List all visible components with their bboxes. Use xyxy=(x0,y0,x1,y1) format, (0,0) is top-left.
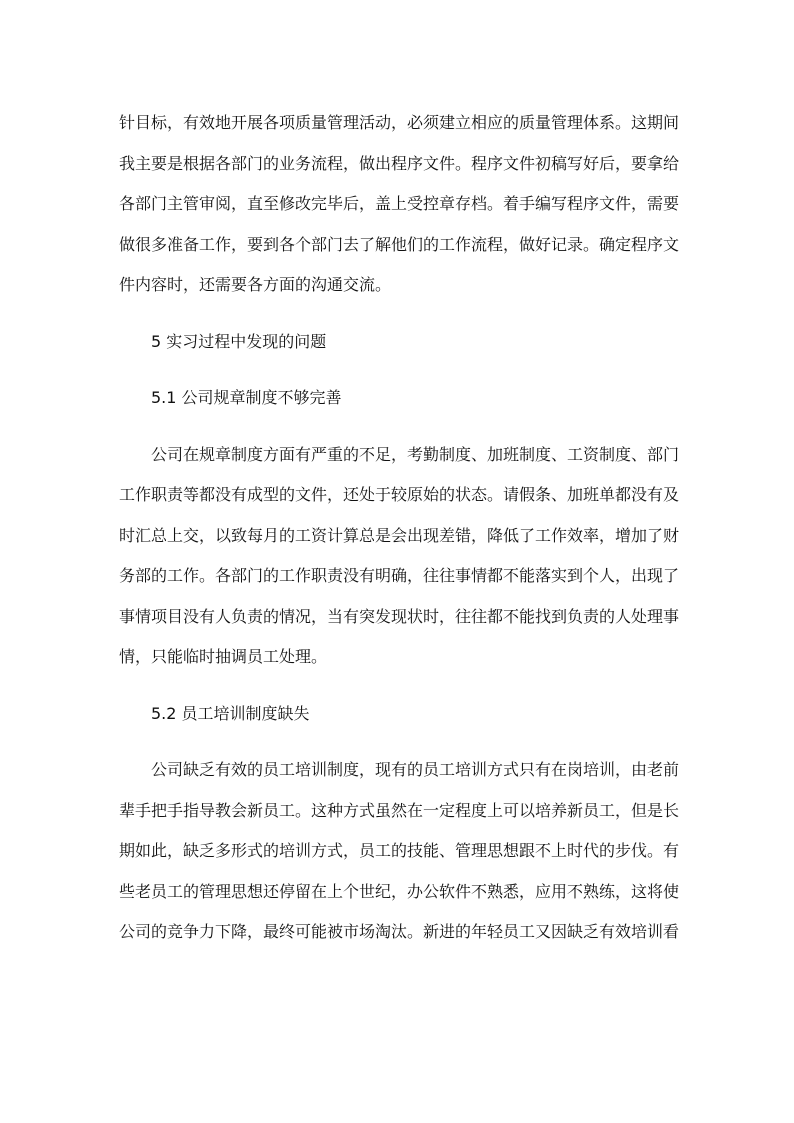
paragraph-gap xyxy=(119,362,679,378)
paragraph-gap xyxy=(119,734,679,750)
section-heading-5: 5 实习过程中发现的问题 xyxy=(151,331,327,351)
section-heading-5-2: 5.2 员工培训制度缺失 xyxy=(151,703,310,723)
document-body xyxy=(119,103,679,953)
paragraph-training: 公司缺乏有效的员工培训制度，现有的员工培训方式只有在岗培训，由老前辈手把手指导教会新员工。这种方式虽然在一定程度上可以培养新员工，但是长期如此，缺乏多形式的培训方式，员工的技能、管理思想跟不上时代的步伐。有些老员工的管理思想还停留在上个世纪，办公软件不熟悉，应用不熟练，这将使公司的竞争力下降，最终可能被市场淘汰。新进的年轻员工又因缺乏有效培训看 xyxy=(119,760,680,941)
paragraph-gap xyxy=(119,678,679,694)
paragraph-regulations: 公司在规章制度方面有严重的不足，考勤制度、加班制度、工资制度、部门工作职责等都没有成型的文件，还处于较原始的状态。请假条、加班单都没有及时汇总上交，以致每月的工资计算总是会出现差错，降低了工作效率，增加了财务部的工作。各部门的工作职责没有明确，往往事情都不能落实到个人，出现了事情项目没有人负责的情况，当有突发现状时，往往都不能找到负责的人处理事情，只能临时抽调员工处理。 xyxy=(119,444,680,666)
section-heading-5-1: 5.1 公司规章制度不够完善 xyxy=(151,388,342,407)
paragraph-gap xyxy=(119,419,679,435)
paragraph-gap xyxy=(119,306,679,322)
paragraph-quality-system: 针目标，有效地开展各项质量管理活动，必须建立相应的质量管理体系。这期间我主要是根据各部门的业务流程，做出程序文件。程序文件初稿写好后，要拿给各部门主管审阅，直至修改完毕后，盖上受控章存档。着手编写程序文件，需要做很多准备工作，要到各个部门去了解他们的工作流程，做好记录。确定程序文件内容时，还需要各方面的沟通交流。 xyxy=(119,113,680,294)
